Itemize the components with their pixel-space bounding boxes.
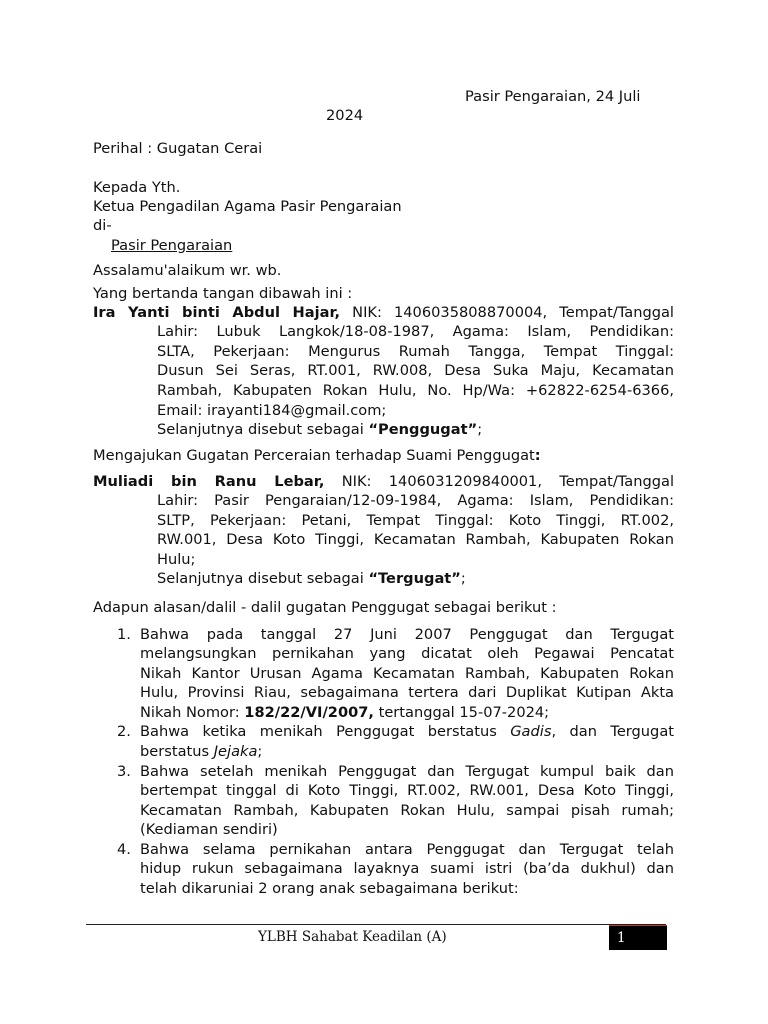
filing-text: Mengajukan Gugatan Perceraian terhadap Suami Penggugat	[93, 447, 535, 464]
subject-line: Perihal : Gugatan Cerai	[93, 140, 263, 157]
reason-3-line-2: bertempat tinggal di Koto Tinggi, RT.002, RW.001, Desa Koto Tinggi,	[140, 782, 674, 799]
greeting: Assalamu'alaikum wr. wb.	[93, 262, 282, 279]
reason-1-line-2: melangsungkan pernikahan yang dicatat oleh Pegawai Pencatat	[140, 645, 674, 662]
designation-prefix: Selanjutnya disebut sebagai	[157, 421, 369, 438]
list-item-number: 3.	[117, 763, 131, 780]
addressee-line-3: di-	[93, 217, 112, 234]
defendant-designation-term: “Tergugat”	[368, 570, 461, 587]
reason-4-line-1: Bahwa selama pernikahan antara Penggugat dan Tergugat telah	[140, 841, 674, 858]
reason-2-line-2	[140, 742, 262, 761]
marriage-certificate-prefix: Nikah Nomor:	[140, 704, 245, 721]
marriage-certificate-number: 182/22/VI/2007,	[244, 704, 374, 721]
plaintiff-line-3: SLTA, Pekerjaan: Mengurus Rumah Tangga, Tempat Tinggal:	[157, 343, 674, 360]
filing-statement	[93, 446, 541, 465]
plaintiff-line-2: Lahir: Lubuk Langkok/18-08-1987, Agama: Islam, Pendidikan:	[157, 323, 674, 340]
reason-2-prefix: Bahwa ketika menikah Penggugat berstatus	[140, 723, 511, 740]
intro-line: Yang bertanda tangan dibawah ini :	[93, 285, 353, 302]
place-date-line-2: 2024	[326, 107, 364, 124]
defendant-designation	[157, 569, 466, 588]
reason-2-line-2-prefix: berstatus	[140, 743, 214, 760]
defendant-nik: NIK: 1406031209840001, Tempat/Tanggal	[324, 473, 675, 490]
reason-2-line-1	[140, 722, 674, 741]
page-number: 1	[617, 930, 626, 946]
defendant-line-4: RW.001, Desa Koto Tinggi, Kecamatan Rambah, Kabupaten Rokan	[157, 531, 674, 548]
marriage-certificate-date: tertanggal 15-07-2024;	[373, 704, 550, 721]
addressee-line-2: Ketua Pengadilan Agama Pasir Pengaraian	[93, 198, 402, 215]
reason-2-line-2-suffix: ;	[257, 743, 263, 760]
list-item-number: 1.	[117, 626, 131, 643]
reasons-intro: Adapun alasan/dalil - dalil gugatan Penggugat sebagai berikut :	[93, 599, 557, 616]
designation-prefix: Selanjutnya disebut sebagai	[157, 570, 369, 587]
reason-4-line-3: telah dikaruniai 2 orang anak sebagaimana berikut:	[140, 880, 519, 897]
footer-organization: YLBH Sahabat Keadilan (A)	[258, 929, 447, 945]
defendant-line-5: Hulu;	[157, 551, 196, 568]
reason-3-line-1: Bahwa setelah menikah Penggugat dan Tergugat kumpul baik dan	[140, 763, 674, 780]
defendant-line-2: Lahir: Pasir Pengaraian/12-09-1984, Agama: Islam, Pendidikan:	[157, 492, 674, 509]
place-date-line-1: Pasir Pengaraian, 24 Juli	[465, 88, 641, 105]
list-item-number: 4.	[117, 841, 131, 858]
filing-colon: :	[534, 447, 541, 464]
plaintiff-line-4: Dusun Sei Seras, RT.001, RW.008, Desa Suka Maju, Kecamatan	[157, 362, 674, 379]
reason-4-line-2: hidup rukun sebagaimana layaknya suami istri (ba’da dukhul) dan	[140, 860, 674, 877]
plaintiff-line-5: Rambah, Kabupaten Rokan Hulu, No. Hp/Wa: +62822-6254-6366,	[157, 382, 674, 399]
designation-suffix: ;	[477, 421, 483, 438]
plaintiff-line-1	[93, 303, 674, 322]
defendant-status: Jejaka	[213, 743, 258, 760]
defendant-line-1	[93, 472, 674, 491]
list-item-number: 2.	[117, 723, 131, 740]
footer-divider	[86, 924, 666, 925]
plaintiff-designation-term: “Penggugat”	[368, 421, 478, 438]
defendant-name: Muliadi bin Ranu Lebar,	[93, 473, 325, 490]
reason-2-suffix: , dan Tergugat	[551, 723, 674, 740]
plaintiff-nik: NIK: 1406035808870004, Tempat/Tanggal	[340, 304, 674, 321]
addressee-location: Pasir Pengaraian	[111, 237, 233, 254]
reason-1-line-5	[140, 703, 549, 722]
reason-3-line-4: (Kediaman sendiri)	[140, 821, 278, 838]
reason-1-line-1: Bahwa pada tanggal 27 Juni 2007 Penggugat dan Tergugat	[140, 626, 674, 643]
designation-suffix: ;	[460, 570, 466, 587]
addressee-line-1: Kepada Yth.	[93, 179, 181, 196]
reason-1-line-4: Hulu, Provinsi Riau, sebagaimana tertera dari Duplikat Kutipan Akta	[140, 684, 674, 701]
plaintiff-name: Ira Yanti binti Abdul Hajar,	[93, 304, 341, 321]
page-number-box	[609, 925, 667, 950]
reason-1-line-3: Nikah Kantor Urusan Agama Kecamatan Rambah, Kabupaten Rokan	[140, 665, 674, 682]
plaintiff-email: Email: irayanti184@gmail.com;	[157, 402, 387, 419]
plaintiff-status: Gadis	[510, 723, 552, 740]
defendant-line-3: SLTP, Pekerjaan: Petani, Tempat Tinggal: Koto Tinggi, RT.002,	[157, 512, 674, 529]
plaintiff-designation	[157, 420, 482, 439]
reason-3-line-3: Kecamatan Rambah, Kabupaten Rokan Hulu, sampai pisah rumah;	[140, 802, 674, 819]
